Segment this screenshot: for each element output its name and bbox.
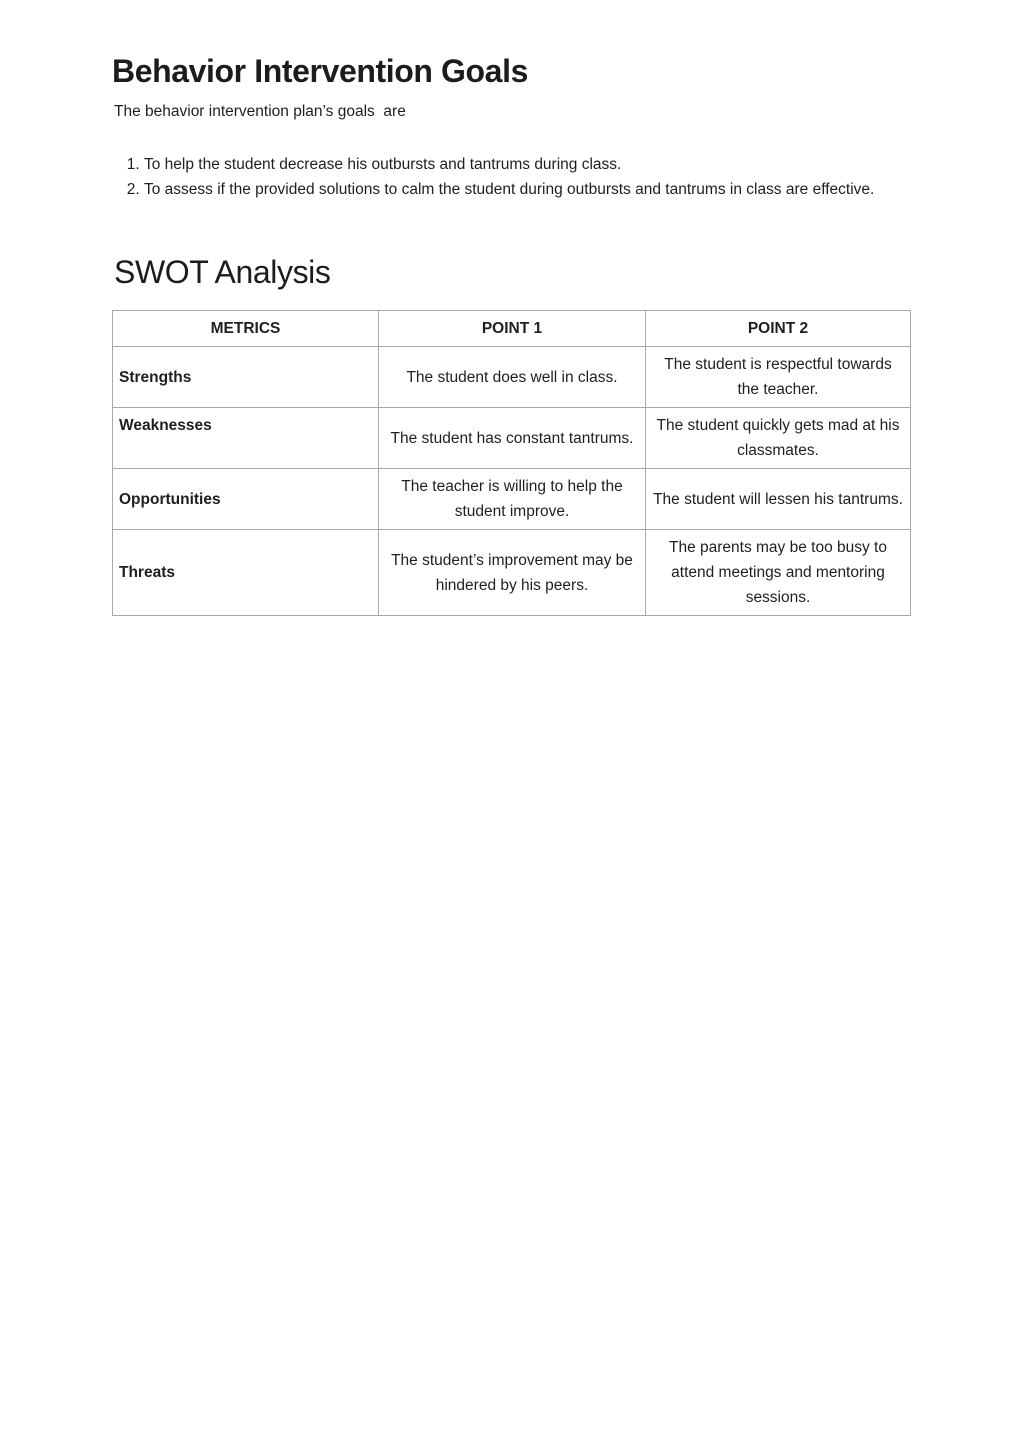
goals-heading: Behavior Intervention Goals [112, 53, 528, 89]
table-row-weaknesses [113, 408, 911, 469]
swot-heading: SWOT Analysis [114, 254, 331, 290]
goals-list [114, 152, 874, 202]
swot-table [112, 310, 911, 616]
goal-item-2: 2. To assess if the provided solutions to calm the student during outbursts and tantrums in class are effective. [144, 177, 874, 202]
header-point-1: POINT 1 [379, 311, 646, 347]
table-row-strengths [113, 347, 911, 408]
metric-cell: Strengths [113, 347, 379, 408]
table-header-row [113, 311, 911, 347]
table-row-threats [113, 530, 911, 616]
metric-cell: Weaknesses [113, 408, 379, 469]
point-2-cell: The student is respectful towards the teacher. [646, 347, 911, 408]
metric-cell: Threats [113, 530, 379, 616]
goals-intro-text: The behavior intervention plan’s goals are [114, 103, 406, 120]
point-2-cell: The student quickly gets mad at his classmates. [646, 408, 911, 469]
point-2-cell: The student will lessen his tantrums. [646, 469, 911, 530]
point-1-cell: The student does well in class. [379, 347, 646, 408]
header-metrics: METRICS [113, 311, 379, 347]
point-1-cell: The student has constant tantrums. [379, 408, 646, 469]
table-row-opportunities [113, 469, 911, 530]
point-1-cell: The student’s improvement may be hindered by his peers. [379, 530, 646, 616]
point-2-cell: The parents may be too busy to attend meetings and mentoring sessions. [646, 530, 911, 616]
point-1-cell: The teacher is willing to help the student improve. [379, 469, 646, 530]
metric-cell: Opportunities [113, 469, 379, 530]
header-point-2: POINT 2 [646, 311, 911, 347]
goal-item-1: 1. To help the student decrease his outbursts and tantrums during class. [144, 152, 874, 177]
